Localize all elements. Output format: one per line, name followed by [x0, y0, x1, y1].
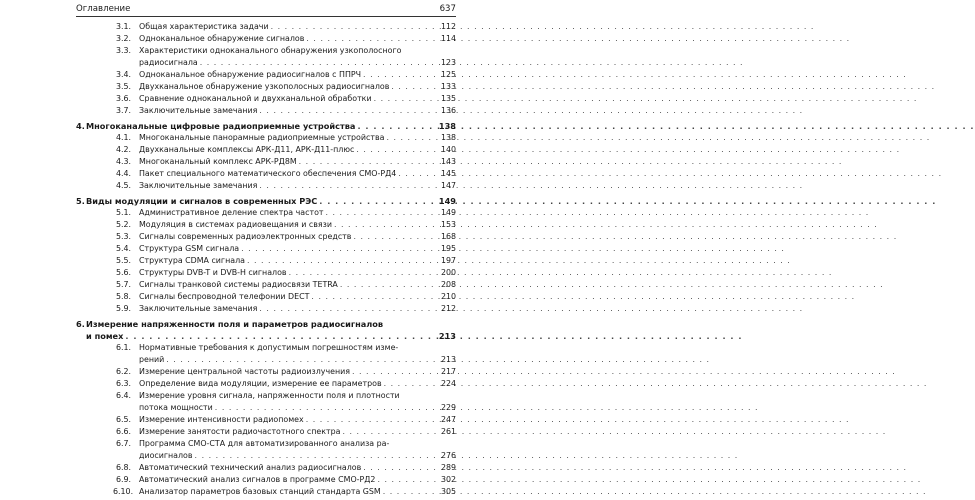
- toc-entry-title: Общая характеристика задачи: [139, 22, 269, 31]
- toc-leader-dots: [306, 33, 439, 45]
- toc-entry-title: Измерение центральной частоты радиоизлучения: [139, 367, 350, 376]
- page-number: 637: [439, 4, 456, 14]
- toc-leader-dots: [383, 486, 439, 498]
- toc-entry-title: Многоканальный комплекс АРК-РД8М: [139, 157, 297, 166]
- toc-entry-page: 217: [440, 367, 456, 376]
- toc-entry-page: 147: [440, 181, 456, 190]
- toc-entry-page: 200: [440, 268, 456, 277]
- toc-entry-number: 5.3.: [116, 232, 132, 241]
- toc-section-entry[interactable]: [76, 255, 456, 267]
- toc-entry-page: 195: [440, 244, 456, 253]
- toc-entry-page: 210: [440, 292, 456, 301]
- toc-entry-page: 135: [440, 94, 456, 103]
- toc-leader-dots: [357, 120, 436, 132]
- toc-entry-title: Заключительные замечания: [139, 106, 258, 115]
- toc-entry-title: радиосигнала: [139, 58, 198, 67]
- toc-leader-dots: [195, 450, 439, 462]
- toc-section-entry[interactable]: [76, 81, 456, 93]
- toc-chapter-entry[interactable]: [76, 318, 456, 342]
- toc-leader-dots: [356, 144, 439, 156]
- toc-section-entry[interactable]: [76, 93, 456, 105]
- toc-entry-title: Структуры DVB-T и DVB-H сигналов: [139, 268, 287, 277]
- toc-entry-title: рений: [139, 355, 165, 364]
- toc-section-entry[interactable]: [76, 390, 456, 414]
- toc-entry-title: Сравнение одноканальной и двухканальной обработки: [139, 94, 372, 103]
- table-of-contents: [76, 21, 456, 498]
- toc-entry-number: 5.8.: [116, 292, 132, 301]
- toc-entry-number: 5.6.: [116, 268, 132, 277]
- toc-entry-number: 5.9.: [116, 304, 132, 313]
- toc-leader-dots: [259, 303, 439, 315]
- toc-leader-dots: [259, 180, 439, 192]
- toc-entry-page: 247: [440, 415, 456, 424]
- toc-entry-number: 5.4.: [116, 244, 132, 253]
- toc-entry-title: Структура GSM сигнала: [139, 244, 240, 253]
- toc-entry-page: 289: [440, 463, 456, 472]
- toc-section-entry[interactable]: [76, 180, 456, 192]
- toc-entry-page: 261: [440, 427, 456, 436]
- toc-entry-page: 133: [440, 82, 456, 91]
- toc-entry-number: 6.9.: [116, 475, 132, 484]
- toc-section-entry[interactable]: [76, 486, 456, 498]
- toc-entry-number: 6.: [76, 319, 85, 329]
- toc-entry-title: Сигналы транковой системы радиосвязи TETRA: [139, 280, 338, 289]
- toc-entry-title: диосигналов: [139, 451, 193, 460]
- toc-entry-number: 6.6.: [116, 427, 132, 436]
- toc-entry-title: Модуляция в системах радиовещания и связи: [139, 220, 332, 229]
- toc-section-entry[interactable]: [76, 33, 456, 45]
- toc-section-entry[interactable]: [76, 462, 456, 474]
- toc-section-entry[interactable]: [76, 267, 456, 279]
- toc-section-entry[interactable]: [76, 342, 456, 366]
- toc-entry-page: 145: [440, 169, 456, 178]
- toc-entry-page: 305: [440, 487, 456, 496]
- toc-section-entry[interactable]: [76, 69, 456, 81]
- toc-entry-page: 138: [438, 121, 456, 131]
- toc-entry-title: и помех: [86, 331, 124, 341]
- running-header: [76, 3, 456, 17]
- toc-leader-dots: [363, 462, 439, 474]
- toc-entry-page: 212: [440, 304, 456, 313]
- toc-entry-title: Измерение напряженности поля и параметров радиосигналов: [86, 319, 384, 329]
- toc-entry-page: 138: [440, 133, 456, 142]
- toc-leader-dots: [311, 291, 439, 303]
- toc-entry-title: Характеристики одноканального обнаружения узкополосного: [139, 46, 402, 55]
- toc-leader-dots: [384, 378, 439, 390]
- toc-section-entry[interactable]: [76, 168, 456, 180]
- toc-entry-number: 4.2.: [116, 145, 132, 154]
- toc-entry-title: Административное деление спектра частот: [139, 208, 324, 217]
- toc-entry-number: 6.5.: [116, 415, 132, 424]
- toc-entry-number: 3.3.: [116, 46, 132, 55]
- toc-entry-page: 149: [438, 196, 456, 206]
- toc-leader-dots: [259, 105, 439, 117]
- toc-leader-dots: [200, 57, 439, 69]
- toc-entry-number: 5.7.: [116, 280, 132, 289]
- toc-entry-number: 3.1.: [116, 22, 132, 31]
- toc-entry-page: 153: [440, 220, 456, 229]
- toc-section-entry[interactable]: [76, 279, 456, 291]
- toc-entry-number: 6.7.: [116, 439, 132, 448]
- toc-leader-dots: [125, 330, 437, 342]
- toc-section-entry[interactable]: [76, 438, 456, 462]
- toc-entry-number: 4.3.: [116, 157, 132, 166]
- toc-leader-dots: [340, 279, 439, 291]
- toc-entry-number: 3.5.: [116, 82, 132, 91]
- toc-section-entry[interactable]: [76, 105, 456, 117]
- toc-leader-dots: [271, 21, 439, 33]
- toc-leader-dots: [353, 231, 439, 243]
- toc-entry-title: Измерение занятости радиочастотного спектра: [139, 427, 341, 436]
- toc-section-entry[interactable]: [76, 207, 456, 219]
- toc-entry-title: Измерение интенсивности радиопомех: [139, 415, 304, 424]
- toc-leader-dots: [247, 255, 439, 267]
- toc-entry-title: Измерение уровня сигнала, напряженности поля и плотности: [139, 391, 400, 400]
- toc-entry-number: 4.: [76, 121, 85, 131]
- toc-leader-dots: [326, 207, 439, 219]
- toc-entry-title: Программа СМО-СТА для автоматизированного анализа ра-: [139, 439, 390, 448]
- toc-entry-page: 302: [440, 475, 456, 484]
- toc-entry-title: Нормативные требования к допустимым погрешностям изме-: [139, 343, 399, 352]
- toc-section-entry[interactable]: [76, 156, 456, 168]
- toc-entry-title: Сигналы современных радиоэлектронных средств: [139, 232, 352, 241]
- toc-section-entry[interactable]: [76, 132, 456, 144]
- toc-entry-number: 6.2.: [116, 367, 132, 376]
- toc-leader-dots: [306, 414, 439, 426]
- toc-entry-page: 143: [440, 157, 456, 166]
- toc-section-entry[interactable]: [76, 45, 456, 69]
- toc-entry-title: Одноканальное обнаружение сигналов: [139, 34, 305, 43]
- toc-entry-title: Заключительные замечания: [139, 304, 258, 313]
- toc-entry-title: Одноканальное обнаружение радиосигналов с ППРЧ: [139, 70, 362, 79]
- toc-leader-dots: [166, 354, 439, 366]
- toc-entry-number: 5.1.: [116, 208, 132, 217]
- toc-section-entry[interactable]: [76, 243, 456, 255]
- toc-entry-number: 4.5.: [116, 181, 132, 190]
- toc-entry-number: 5.2.: [116, 220, 132, 229]
- toc-entry-page: 229: [440, 403, 456, 412]
- toc-leader-dots: [386, 132, 438, 144]
- toc-entry-page: 224: [440, 379, 456, 388]
- toc-entry-number: 3.7.: [116, 106, 132, 115]
- toc-entry-title: Виды модуляции и сигналов в современных РЭС: [86, 196, 318, 206]
- toc-section-entry[interactable]: [76, 366, 456, 378]
- toc-entry-number: 3.2.: [116, 34, 132, 43]
- toc-entry-title: Многоканальные цифровые радиоприемные устройства: [86, 121, 356, 131]
- toc-entry-title: Определение вида модуляции, измерение ее параметров: [139, 379, 382, 388]
- toc-entry-page: 125: [440, 70, 456, 79]
- toc-entry-title: Автоматический технический анализ радиосигналов: [139, 463, 362, 472]
- toc-entry-number: 3.6.: [116, 94, 132, 103]
- toc-entry-number: 5.: [76, 196, 85, 206]
- toc-chapter-entry[interactable]: [76, 195, 456, 207]
- running-header-title: Оглавление: [76, 4, 131, 14]
- toc-entry-page: 149: [440, 208, 456, 217]
- toc-leader-dots: [215, 402, 439, 414]
- toc-section-entry[interactable]: [76, 231, 456, 243]
- toc-entry-title: Пакет специального математического обеспечения СМО-РД4: [139, 169, 397, 178]
- toc-entry-number: 5.5.: [116, 256, 132, 265]
- toc-leader-dots: [398, 168, 439, 180]
- toc-section-entry[interactable]: [76, 291, 456, 303]
- toc-section-entry[interactable]: [76, 474, 456, 486]
- toc-leader-dots: [289, 267, 439, 279]
- toc-leader-dots: [391, 81, 439, 93]
- toc-entry-title: Автоматический анализ сигналов в программе СМО-РД2: [139, 475, 376, 484]
- toc-entry-title: Многоканальные панорамные радиоприемные устройства: [139, 133, 385, 142]
- toc-entry-number: 6.8.: [116, 463, 132, 472]
- toc-section-entry[interactable]: [76, 414, 456, 426]
- toc-leader-dots: [363, 69, 439, 81]
- toc-entry-title: Заключительные замечания: [139, 181, 258, 190]
- toc-entry-page: 123: [440, 58, 456, 67]
- toc-entry-page: 136: [440, 106, 456, 115]
- toc-section-entry[interactable]: [76, 426, 456, 438]
- toc-entry-number: 4.4.: [116, 169, 132, 178]
- toc-leader-dots: [374, 93, 439, 105]
- toc-section-entry[interactable]: [76, 219, 456, 231]
- toc-leader-dots: [299, 156, 439, 168]
- toc-entry-page: 197: [440, 256, 456, 265]
- toc-leader-dots: [343, 426, 439, 438]
- toc-leader-dots: [319, 195, 437, 207]
- toc-leader-dots: [334, 219, 439, 231]
- toc-entry-title: Двухканальные комплексы АРК-Д11, АРК-Д11-плюс: [139, 145, 355, 154]
- toc-leader-dots: [352, 366, 439, 378]
- toc-entry-page: 112: [440, 22, 456, 31]
- toc-entry-number: 3.4.: [116, 70, 132, 79]
- toc-entry-number: 6.3.: [116, 379, 132, 388]
- toc-entry-number: 6.10.: [113, 487, 134, 496]
- toc-leader-dots: [377, 474, 438, 486]
- toc-entry-title: Сигналы беспроводной телефонии DECT: [139, 292, 310, 301]
- toc-entry-page: 168: [440, 232, 456, 241]
- toc-entry-title: потока мощности: [139, 403, 213, 412]
- toc-entry-number: 6.1.: [116, 343, 132, 352]
- toc-entry-page: 213: [438, 331, 456, 341]
- toc-entry-title: Анализатор параметров базовых станций стандарта GSM: [139, 487, 381, 496]
- toc-entry-title: Двухканальное обнаружение узкополосных радиосигналов: [139, 82, 390, 91]
- toc-entry-page: 208: [440, 280, 456, 289]
- toc-leader-dots: [241, 243, 439, 255]
- toc-section-entry[interactable]: [76, 144, 456, 156]
- toc-entry-page: 114: [440, 34, 456, 43]
- toc-section-entry[interactable]: [76, 303, 456, 315]
- toc-entry-page: 276: [440, 451, 456, 460]
- toc-entry-page: 213: [440, 355, 456, 364]
- toc-entry-title: Структура CDMA сигнала: [139, 256, 245, 265]
- toc-entry-number: 4.1.: [116, 133, 132, 142]
- toc-section-entry[interactable]: [76, 378, 456, 390]
- toc-section-entry[interactable]: [76, 21, 456, 33]
- toc-entry-number: 6.4.: [116, 391, 132, 400]
- toc-entry-page: 140: [440, 145, 456, 154]
- toc-chapter-entry[interactable]: [76, 120, 456, 132]
